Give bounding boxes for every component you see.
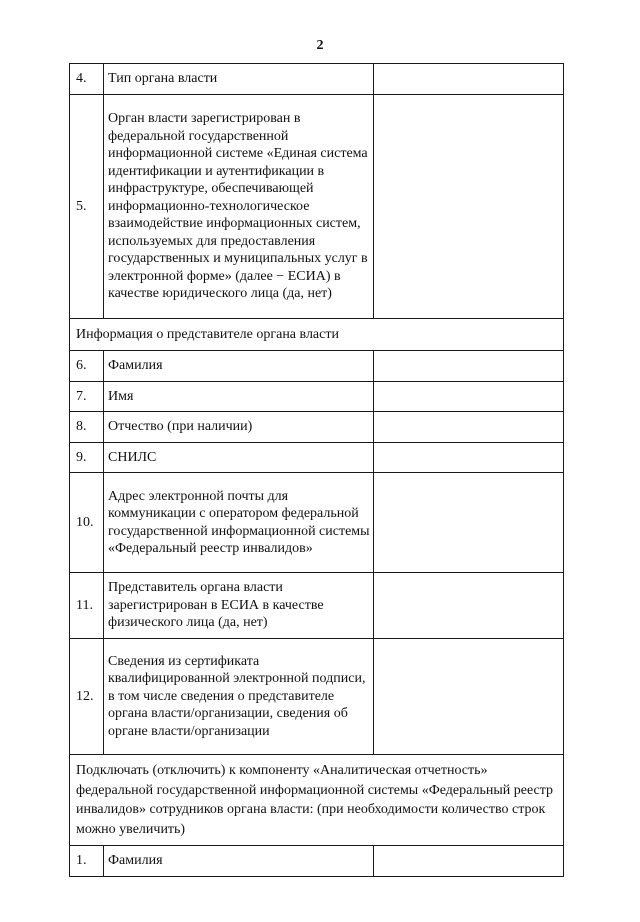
row-number: 5. (70, 95, 104, 319)
row-label: Представитель органа власти зарегистрирован в ЕСИА в качестве физического лица (да, нет) (104, 573, 374, 639)
value-cell[interactable] (374, 351, 564, 382)
row-label: Фамилия (104, 351, 374, 382)
value-cell[interactable] (374, 846, 564, 877)
value-cell[interactable] (374, 381, 564, 412)
row-label: Имя (104, 381, 374, 412)
value-cell[interactable] (374, 95, 564, 319)
row-label: Сведения из сертификата квалифицированной электронной подписи, в том числе сведения о представителе органа власти/организации, сведения об органе власти/организации (104, 639, 374, 755)
row-label: Адрес электронной почты для коммуникации с оператором федеральной государственной информационной системы «Федеральный реестр инвалидов» (104, 473, 374, 573)
table-row (70, 381, 564, 412)
value-cell[interactable] (374, 442, 564, 473)
row-label: Фамилия (104, 846, 374, 877)
page-number: 2 (316, 38, 324, 53)
form-table (69, 63, 564, 877)
row-number: 1. (70, 846, 104, 877)
section-row (70, 319, 564, 351)
row-number: 6. (70, 351, 104, 382)
row-number: 4. (70, 64, 104, 95)
section-row (70, 755, 564, 846)
value-cell[interactable] (374, 64, 564, 95)
row-label: СНИЛС (104, 442, 374, 473)
table-row (70, 473, 564, 573)
section-heading: Подключать (отключить) к компоненту «Аналитическая отчетность» федеральной государственной информационной системы «Федеральный реестр инвалидов» сотрудников органа власти: (при необходимости количество строк можно увеличить) (70, 755, 564, 846)
row-number: 8. (70, 412, 104, 443)
table-row (70, 846, 564, 877)
table-row (70, 412, 564, 443)
table-row (70, 573, 564, 639)
row-number: 12. (70, 639, 104, 755)
value-cell[interactable] (374, 473, 564, 573)
table-row (70, 95, 564, 319)
row-number: 9. (70, 442, 104, 473)
row-number: 10. (70, 473, 104, 573)
table-row (70, 64, 564, 95)
table-row (70, 442, 564, 473)
value-cell[interactable] (374, 639, 564, 755)
value-cell[interactable] (374, 573, 564, 639)
section-heading: Информация о представителе органа власти (70, 319, 564, 351)
row-label: Отчество (при наличии) (104, 412, 374, 443)
row-number: 11. (70, 573, 104, 639)
row-label: Тип органа власти (104, 64, 374, 95)
row-label: Орган власти зарегистрирован в федеральной государственной информационной системе «Единая система идентификации и аутентификации в инфраструктуре, обеспечивающей информационно-технологическое взаимодействие информационных систем, используемых для предоставления государственных и муниципальных услуг в электронной форме» (далее − ЕСИА) в качестве юридического лица (да, нет) (104, 95, 374, 319)
value-cell[interactable] (374, 412, 564, 443)
row-number: 7. (70, 381, 104, 412)
table-row (70, 639, 564, 755)
table-row (70, 351, 564, 382)
